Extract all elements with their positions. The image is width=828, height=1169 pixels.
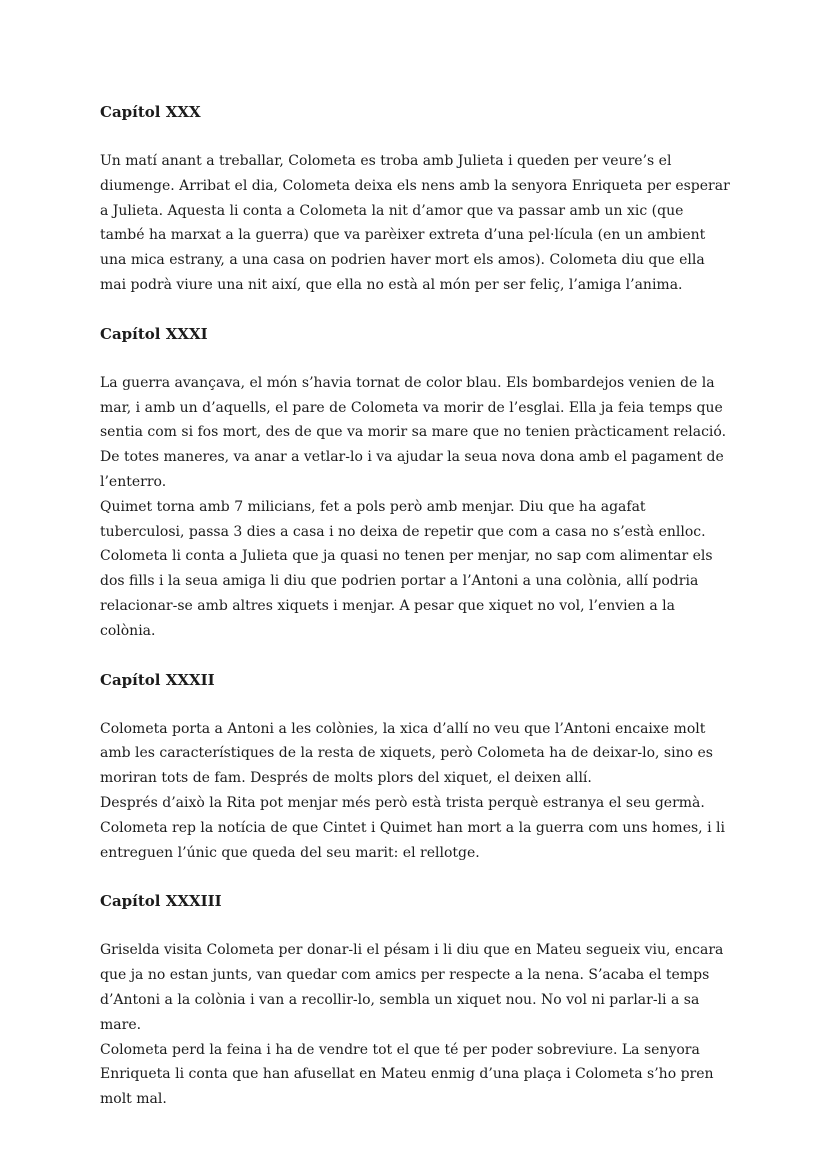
chapter-paragraph: Quimet torna amb 7 milicians, fet a pols però amb menjar. Diu que ha agafat tuberculosi, passa 3 dies a casa i no deixa de repetir que com a casa no s’està enlloc.: [100, 498, 706, 540]
chapter-paragraph: La guerra avançava, el món s’havia tornat de color blau. Els bombardejos venien de la mar, i amb un d’aquells, el pare de Colometa va morir de l’esglai. Ella ja feia temps que sentia com si fos mort, des de que va morir sa mare que no tenien pràcticament relació. De totes maneres, va anar a vetlar-lo i va ajudar la seua nova dona amb el pagament de l’enterro.: [100, 374, 727, 490]
chapter-title: Capítol XXX: [100, 103, 201, 121]
chapter-title: Capítol XXXI: [100, 324, 208, 343]
chapter-paragraph: Colometa rep la notícia de que Cintet i Quimet han mort a la guerra com uns homes, i li entreguen l’únic que queda del seu marit: el rellotge.: [100, 819, 725, 861]
chapter-paragraph: Després d’això la Rita pot menjar més però està trista perquè estranya el seu germà.: [100, 794, 705, 811]
chapter-paragraph: Colometa perd la feina i ha de vendre tot el que té per poder sobreviure. La senyora Enriqueta li conta que han afusellat en Mateu enmig d’una plaça i Colometa s’ho pren molt mal.: [100, 1041, 714, 1108]
chapter-31: [100, 322, 730, 644]
chapter-32: [100, 668, 730, 866]
chapter-30: [100, 100, 730, 298]
chapter-paragraph: Un matí anant a treballar, Colometa es troba amb Julieta i queden per veure’s el diumenge. Arribat el dia, Colometa deixa els nens amb la senyora Enriqueta per esperar a Julieta. Aquesta li conta a Colometa la nit d’amor que va passar amb un xic (que també ha marxat a la guerra) que va parèixer extreta d’una pel·lícula (en un ambient una mica estrany, a una casa on podrien haver mort els amos). Colometa diu que ella mai podrà viure una nit així, que ella no està al món per ser feliç, l’amiga l’anima.: [100, 153, 730, 293]
chapter-title: Capítol XXXIII: [100, 892, 222, 911]
chapter-paragraph: Colometa porta a Antoni a les colònies, la xica d’allí no veu que l’Antoni encaixe molt amb les característiques de la resta de xiquets, però Colometa ha de deixar-lo, sino es moriran tots de fam. Després de molts plors del xiquet, el deixen allí.: [100, 720, 713, 787]
chapter-title: Capítol XXXII: [100, 670, 215, 689]
document-page: [100, 100, 730, 1136]
chapter-33: [100, 889, 730, 1112]
chapter-paragraph: Colometa li conta a Julieta que ja quasi no tenen per menjar, no sap com alimentar els dos fills i la seua amiga li diu que podrien portar a l’Antoni a una colònia, allí podria relacionar-se amb altres xiquets i menjar. A pesar que xiquet no vol, l’envien a la colònia.: [100, 548, 713, 639]
chapter-paragraph: Griselda visita Colometa per donar-li el pésam i li diu que en Mateu segueix viu, encara que ja no estan junts, van quedar com amics per respecte a la nena. S’acaba el temps d’Antoni a la colònia i van a recollir-lo, sembla un xiquet nou. No vol ni parlar-li a sa mare.: [100, 942, 724, 1033]
